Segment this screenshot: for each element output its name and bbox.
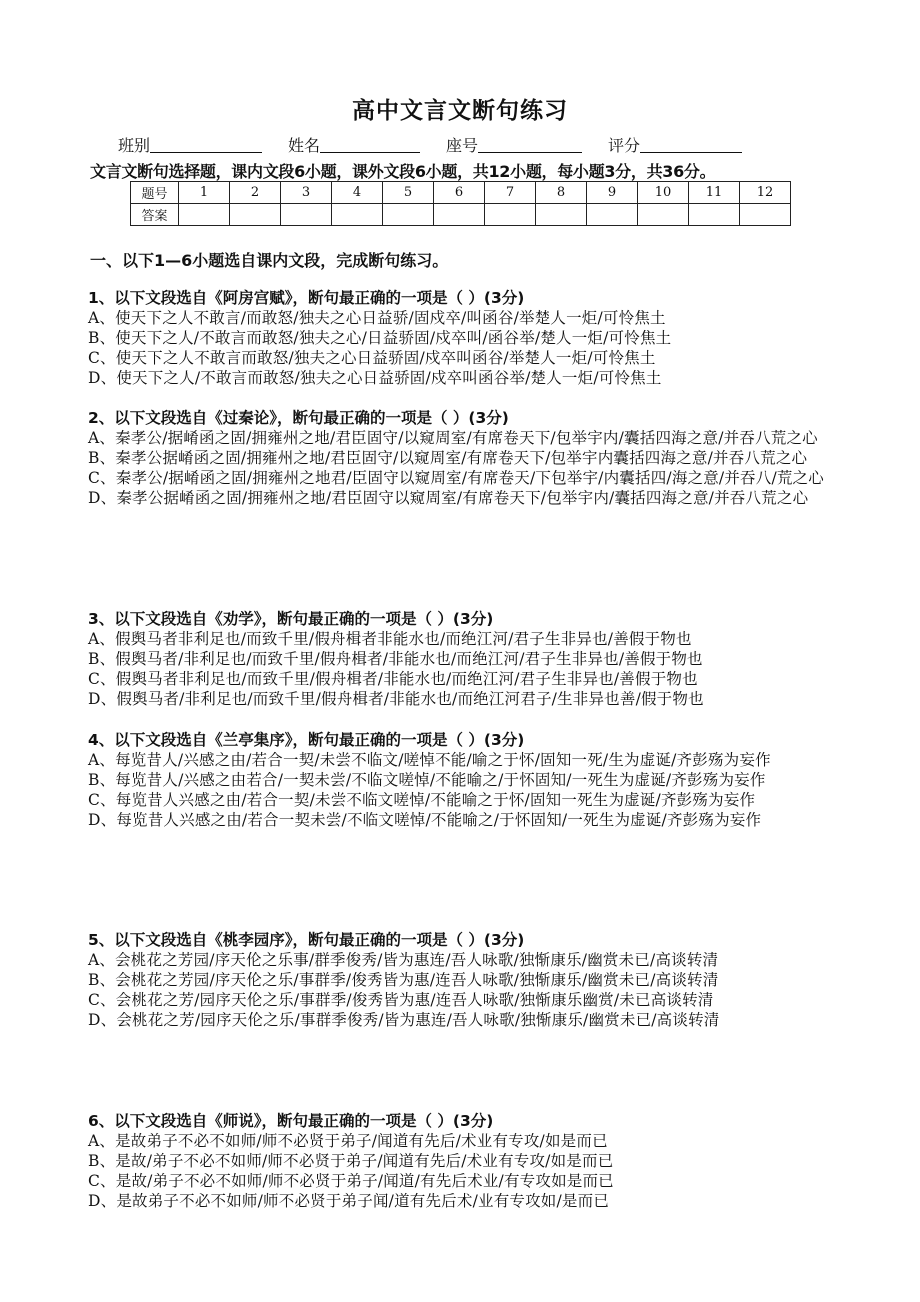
student-info-row <box>118 133 742 156</box>
option-d: D、秦孝公据崤函之固/拥雍州之地/君臣固守以窥周室/有席卷天下/包举宇内/囊括四海之意/并吞八荒之心 <box>88 489 809 507</box>
question-stem: 1、以下文段选自《阿房宫赋》，断句最正确的一项是（ ）(3分) <box>88 289 525 307</box>
answer-cell[interactable] <box>434 204 485 226</box>
table-number-cell: 8 <box>536 182 587 204</box>
option-b: B、会桃花之芳园/序天伦之乐/事群季/俊秀皆为惠/连吾人咏歌/独惭康乐/幽赏未已/高谈转清 <box>88 971 719 989</box>
question-2 <box>88 408 836 508</box>
table-number-cell: 10 <box>638 182 689 204</box>
option-b: B、使天下之人/不敢言而敢怒/独夫之心/日益骄固/戍卒叫/函谷举/楚人一炬/可怜焦土 <box>88 329 672 347</box>
class-blank[interactable] <box>150 136 262 153</box>
table-number-cell: 1 <box>179 182 230 204</box>
option-b: B、是故/弟子不必不如师/师不必贤于弟子/闻道有先后/术业有专攻/如是而已 <box>88 1152 614 1170</box>
instructions: 文言文断句选择题，课内文段6小题，课外文段6小题，共12小题，每小题3分，共36分。 <box>90 162 716 181</box>
answer-cell[interactable] <box>485 204 536 226</box>
seat-label: 座号 <box>446 136 479 155</box>
answer-table-number-row <box>131 182 791 204</box>
answer-cell[interactable] <box>689 204 740 226</box>
question-stem: 3、以下文段选自《劝学》，断句最正确的一项是（ ）(3分) <box>88 610 494 628</box>
option-c: C、是故/弟子不必不如师/师不必贤于弟子/闻道/有先后术业/有专攻如是而已 <box>88 1172 614 1190</box>
option-b: B、秦孝公据崤函之固/拥雍州之地/君臣固守/以窥周室/有席卷天下/包举宇内囊括四海之意/并吞八荒之心 <box>88 449 808 467</box>
option-c: C、每览昔人兴感之由/若合一契/未尝不临文嗟悼/不能喻之于怀/固知一死生为虚诞/齐彭殇为妄作 <box>88 791 756 809</box>
option-c: C、会桃花之芳/园序天伦之乐/事群季/俊秀皆为惠/连吾人咏歌/独惭康乐幽赏/未已高谈转清 <box>88 991 714 1009</box>
seat-blank[interactable] <box>478 136 582 153</box>
question-3 <box>88 609 836 709</box>
answer-cell[interactable] <box>587 204 638 226</box>
number-row-header: 题号 <box>131 182 179 204</box>
answer-cell[interactable] <box>281 204 332 226</box>
question-stem: 2、以下文段选自《过秦论》，断句最正确的一项是（ ）(3分) <box>88 409 509 427</box>
option-a: A、是故弟子不必不如师/师不必贤于弟子/闻道有先后/术业有专攻/如是而已 <box>88 1132 608 1150</box>
table-number-cell: 5 <box>383 182 434 204</box>
question-stem: 6、以下文段选自《师说》，断句最正确的一项是（ ）(3分) <box>88 1112 494 1130</box>
table-number-cell: 11 <box>689 182 740 204</box>
answer-table <box>130 181 791 226</box>
question-1 <box>88 288 836 388</box>
option-c: C、假舆马者非利足也/而致千里/假舟楫者/非能水也/而绝江河/君子生非异也/善假于物也 <box>88 670 698 688</box>
option-d: D、会桃花之芳/园序天伦之乐/事群季俊秀/皆为惠连/吾人咏歌/独惭康乐/幽赏未已/高谈转清 <box>88 1011 720 1029</box>
answer-cell[interactable] <box>536 204 587 226</box>
question-stem: 5、以下文段选自《桃李园序》，断句最正确的一项是（ ）(3分) <box>88 931 525 949</box>
question-5 <box>88 930 836 1030</box>
page-title: 高中文言文断句练习 <box>352 98 568 124</box>
option-a: A、每览昔人/兴感之由/若合一契/未尝不临文/嗟悼不能/喻之于怀/固知一死/生为虚诞/齐彭殇为妄作 <box>88 751 771 769</box>
option-b: B、每览昔人/兴感之由若合/一契未尝/不临文嗟悼/不能喻之/于怀固知/一死生为虚诞/齐彭殇为妄作 <box>88 771 766 789</box>
table-number-cell: 7 <box>485 182 536 204</box>
name-label: 姓名 <box>288 136 321 155</box>
class-label: 班别 <box>118 136 151 155</box>
answer-cell[interactable] <box>230 204 281 226</box>
answer-cell[interactable] <box>179 204 230 226</box>
option-a: A、使天下之人不敢言/而敢怒/独夫之心日益骄/固戍卒/叫函谷/举楚人一炬/可怜焦土 <box>88 309 666 327</box>
option-d: D、是故弟子不必不如师/师不必贤于弟子闻/道有先后术/业有专攻如/是而已 <box>88 1192 610 1210</box>
option-d: D、使天下之人/不敢言而敢怒/独夫之心日益骄固/戍卒叫函谷举/楚人一炬/可怜焦土 <box>88 369 662 387</box>
answer-cell[interactable] <box>740 204 791 226</box>
table-number-cell: 3 <box>281 182 332 204</box>
option-d: D、每览昔人兴感之由/若合一契未尝/不临文嗟悼/不能喻之/于怀固知/一死生为虚诞/齐彭殇为妄作 <box>88 811 762 829</box>
answer-cell[interactable] <box>332 204 383 226</box>
name-blank[interactable] <box>320 136 420 153</box>
option-c: C、秦孝公/据崤函之固/拥雍州之地君/臣固守以窥周室/有席卷天/下包举宇/内囊括四/海之意/并吞八/荒之心 <box>88 469 824 487</box>
answer-cell[interactable] <box>383 204 434 226</box>
table-number-cell: 6 <box>434 182 485 204</box>
answer-row-header: 答案 <box>131 204 179 226</box>
table-number-cell: 2 <box>230 182 281 204</box>
option-d: D、假舆马者/非利足也/而致千里/假舟楫者/非能水也/而绝江河君子/生非异也善/假于物也 <box>88 690 704 708</box>
option-a: A、会桃花之芳园/序天伦之乐事/群季俊秀/皆为惠连/吾人咏歌/独惭康乐/幽赏未已/高谈转清 <box>88 951 719 969</box>
option-a: A、秦孝公/据崤函之固/拥雍州之地/君臣固守/以窥周室/有席卷天下/包举宇内/囊括四海之意/并吞八荒之心 <box>88 429 818 447</box>
answer-table-answer-row <box>131 204 791 226</box>
option-a: A、假舆马者非利足也/而致千里/假舟楫者非能水也/而绝江河/君子生非异也/善假于物也 <box>88 630 692 648</box>
option-c: C、使天下之人不敢言而敢怒/独夫之心日益骄固/戍卒叫函谷/举楚人一炬/可怜焦土 <box>88 349 656 367</box>
question-4 <box>88 730 836 830</box>
question-stem: 4、以下文段选自《兰亭集序》，断句最正确的一项是（ ）(3分) <box>88 731 525 749</box>
table-number-cell: 12 <box>740 182 791 204</box>
section-heading: 一、以下1—6小题选自课内文段，完成断句练习。 <box>90 251 449 270</box>
score-blank[interactable] <box>640 136 742 153</box>
table-number-cell: 4 <box>332 182 383 204</box>
table-number-cell: 9 <box>587 182 638 204</box>
question-6 <box>88 1111 836 1211</box>
score-label: 评分 <box>608 136 641 155</box>
answer-cell[interactable] <box>638 204 689 226</box>
option-b: B、假舆马者/非利足也/而致千里/假舟楫者/非能水也/而绝江河/君子生非异也/善假于物也 <box>88 650 703 668</box>
